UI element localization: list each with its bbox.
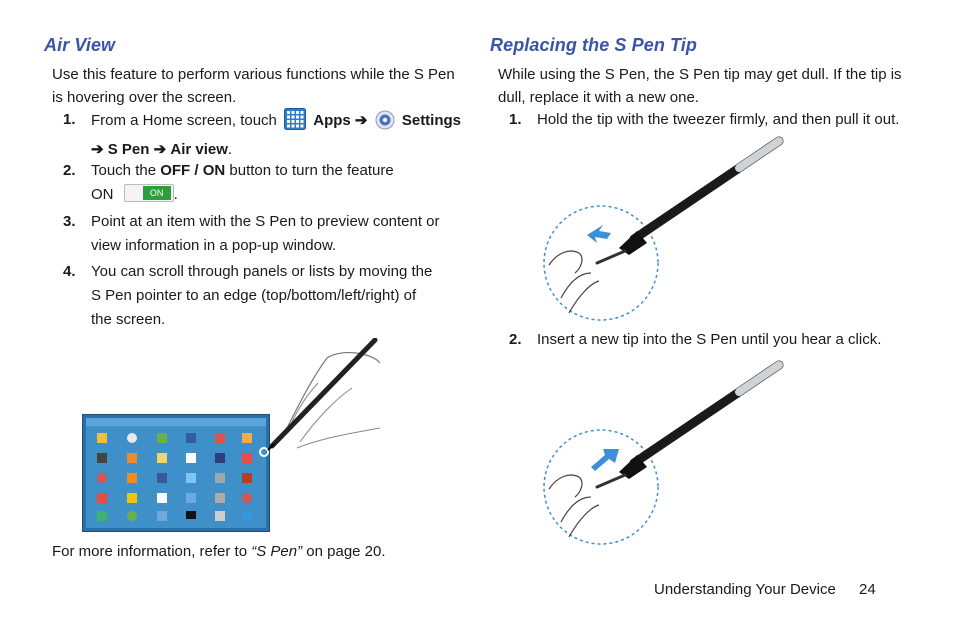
step-2-text-b: button to turn the feature bbox=[229, 162, 394, 179]
hand-fingers bbox=[549, 475, 599, 537]
step-number: 4. bbox=[63, 263, 76, 280]
more-info-text: For more information, refer to bbox=[52, 543, 248, 560]
callout-circle bbox=[544, 430, 658, 544]
step-number: 3. bbox=[63, 213, 76, 230]
step-4-line3: the screen. bbox=[91, 311, 166, 328]
air-view-step-2 bbox=[63, 159, 463, 209]
hand-outline bbox=[282, 353, 380, 438]
on-label: ON bbox=[91, 186, 114, 203]
replacing-tip-heading: Replacing the S Pen Tip bbox=[490, 35, 698, 55]
insert-tip-illustration bbox=[539, 357, 799, 549]
step-2-text: Touch the bbox=[91, 162, 157, 179]
air-view-intro-line1: Use this feature to perform various functions while the S Pen bbox=[52, 66, 455, 83]
spen-tip bbox=[597, 251, 625, 263]
air-view-intro-line2: is hovering over the screen. bbox=[52, 89, 237, 106]
step-number: 2. bbox=[509, 331, 522, 348]
more-info-page: on page 20. bbox=[306, 543, 386, 560]
on-toggle-icon bbox=[124, 184, 174, 202]
spen-reference-link[interactable]: “S Pen” bbox=[251, 543, 303, 560]
arrow-icon: ➔ bbox=[91, 141, 104, 158]
step-4-line1: You can scroll through panels or lists by moving the bbox=[91, 263, 433, 280]
settings-gear-icon bbox=[375, 110, 395, 138]
more-info-line bbox=[52, 540, 386, 563]
replacing-tip-step-1 bbox=[509, 108, 929, 132]
period: . bbox=[173, 186, 178, 203]
spen-body bbox=[272, 340, 375, 446]
replacing-tip-step-2 bbox=[509, 328, 929, 352]
spen-tip bbox=[597, 475, 625, 487]
air-view-step-3 bbox=[63, 210, 463, 260]
replacing-step-1-text: Hold the tip with the tweezer firmly, and then pull it out. bbox=[537, 111, 900, 128]
step-number: 1. bbox=[63, 111, 76, 128]
spen-end-cap bbox=[739, 365, 779, 392]
callout-circle bbox=[544, 206, 658, 320]
period: . bbox=[227, 141, 233, 158]
air-view-intro bbox=[52, 63, 455, 109]
air-view-step-1 bbox=[63, 108, 463, 158]
step-number: 1. bbox=[509, 111, 522, 128]
replacing-tip-intro-line2: dull, replace it with a new one. bbox=[498, 89, 699, 106]
step-1-text: From a Home screen, touch bbox=[91, 112, 277, 129]
spen-end-cap bbox=[739, 141, 779, 168]
arrow-icon: ➔ bbox=[354, 112, 368, 129]
step-4-line2: S Pen pointer to an edge (top/bottom/left/right) of bbox=[91, 287, 417, 304]
step-number: 2. bbox=[63, 162, 76, 179]
step-3-line2: view information in a pop-up window. bbox=[91, 237, 337, 254]
tablet-air-view-illustration bbox=[82, 338, 382, 534]
air-view-heading: Air View bbox=[44, 35, 116, 55]
off-on-label: OFF / ON bbox=[160, 162, 226, 179]
pull-tip-illustration bbox=[539, 133, 799, 325]
replacing-step-2-text: Insert a new tip into the S Pen until you hear a click. bbox=[537, 331, 882, 348]
footer-section: Understanding Your Device bbox=[654, 581, 836, 598]
toggle-knob: ON bbox=[143, 186, 171, 200]
air-view-step-4 bbox=[63, 260, 463, 335]
air-view-label: Air view bbox=[170, 141, 228, 158]
replacing-tip-intro-line1: While using the S Pen, the S Pen tip may get dull. If the tip is bbox=[498, 66, 902, 83]
apps-grid-icon bbox=[284, 108, 306, 138]
hand-fingers bbox=[549, 251, 599, 313]
insert-arrow-icon bbox=[591, 449, 619, 471]
spen-label: S Pen bbox=[107, 141, 150, 158]
replacing-tip-intro bbox=[498, 63, 902, 109]
page-number: 24 bbox=[859, 581, 876, 598]
pull-arrow-icon bbox=[587, 225, 611, 243]
arrow-icon: ➔ bbox=[153, 141, 167, 158]
apps-label: Apps bbox=[313, 112, 351, 129]
step-3-line1: Point at an item with the S Pen to preview content or bbox=[91, 213, 440, 230]
settings-label: Settings bbox=[401, 112, 462, 129]
